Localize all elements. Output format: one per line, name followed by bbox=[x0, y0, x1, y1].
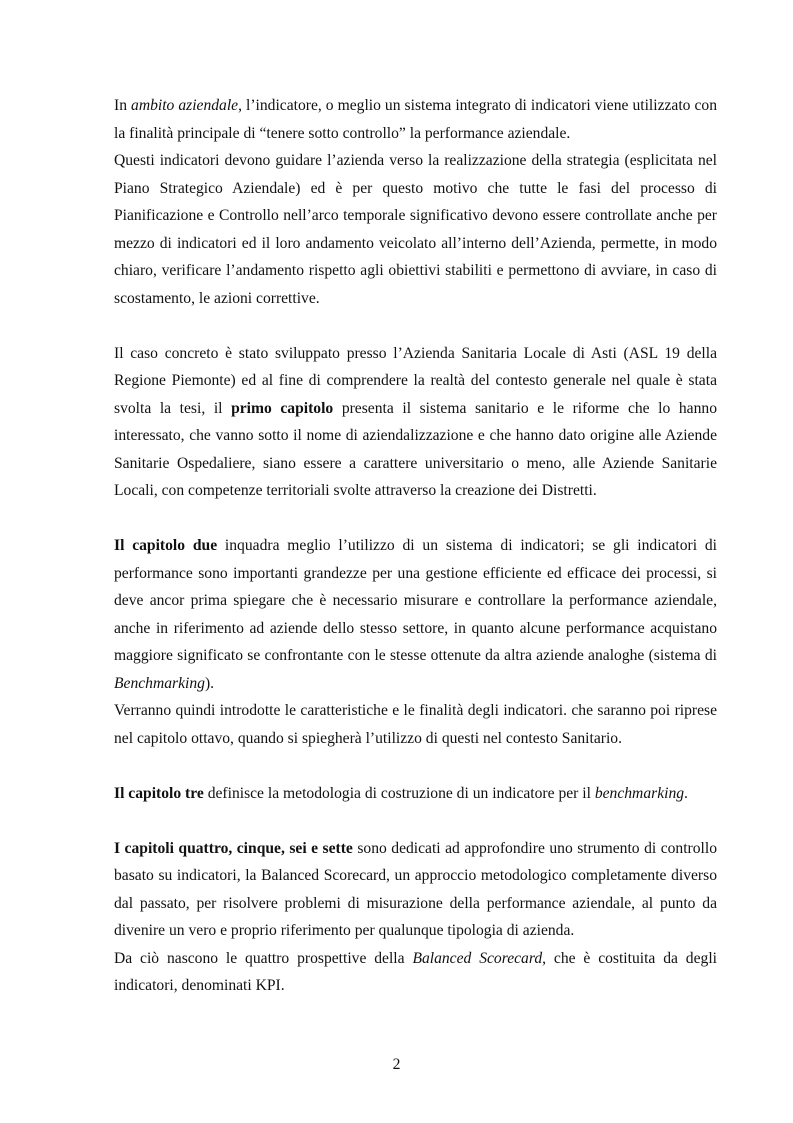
paragraph-indicatori-strategia: Questi indicatori devono guidare l’azienda verso la realizzazione della strategia (esplicitata nel Piano Strategico Aziendale) ed è per questo motivo che tutte le fasi del processo di Pianificazione e Controllo nell’arco temporale significativo devono essere controllate anche per mezzo di indicatori ed il loro andamento veicolato all’interno dell’Azienda, permette, in modo chiaro, verificare l’andamento rispetto agli obiettivi stabiliti e permettono di avviare, in caso di scostamento, le azioni correttive. bbox=[114, 152, 717, 307]
page-number: 2 bbox=[392, 1056, 401, 1073]
paragraph-capitolo-due: Il capitolo due inquadra meglio l’utilizzo di un sistema di indicatori; se gli indicatori di performance sono importanti grandezze per una gestione efficiente ed efficace dei processi, si deve ancor prima spiegare che è necessario misurare e controllare la performance aziendale, anche in riferimento ad aziende dello stesso settore, in quanto alcune performance acquistano maggiore significato se confrontante con le stesse ottenute da altra aziende analoghe (sistema di Benchmarking). bbox=[114, 537, 717, 692]
paragraph-capitoli-quattro-sette: I capitoli quattro, cinque, sei e sette sono dedicati ad approfondire uno strumento di controllo basato su indicatori, la Balanced Scorecard, un approccio metodologico completamente diverso dal passato, per risolvere problemi di misurazione della performance aziendale, al punto da divenire un vero e proprio riferimento per qualunque tipologia di azienda. bbox=[114, 839, 717, 939]
paragraph-caratteristiche: Verranno quindi introdotte le caratteristiche e le finalità degli indicatori. che saranno poi riprese nel capitolo ottavo, quando si spiegherà l’utilizzo di questi nel contesto Sanitario. bbox=[114, 702, 717, 747]
paragraph-capitolo-tre: Il capitolo tre definisce la metodologia di costruzione di un indicatore per il benchmarking. bbox=[114, 784, 688, 802]
paragraph-ambito-aziendale: In ambito aziendale, l’indicatore, o meglio un sistema integrato di indicatori viene utilizzato con la finalità principale di “tenere sotto controllo” la performance aziendale. bbox=[114, 97, 718, 142]
paragraph-prospettive: Da ciò nascono le quattro prospettive della Balanced Scorecard, che è costituita da degli indicatori, denominati KPI. bbox=[114, 949, 717, 994]
body-text bbox=[114, 92, 717, 1000]
paragraph-caso-concreto: Il caso concreto è stato sviluppato presso l’Azienda Sanitaria Locale di Asti (ASL 19 della Regione Piemonte) ed al fine di comprendere la realtà del contesto generale nel quale è stata svolta la tesi, il primo capitolo presenta il sistema sanitario e le riforme che lo hanno interessato, che vanno sotto il nome di aziendalizzazione e che hanno dato origine alle Aziende Sanitarie Ospedaliere, siano essere a carattere universitario o meno, alle Aziende Sanitarie Locali, con competenze territoriali svolte attraverso la creazione dei Distretti. bbox=[114, 344, 717, 499]
